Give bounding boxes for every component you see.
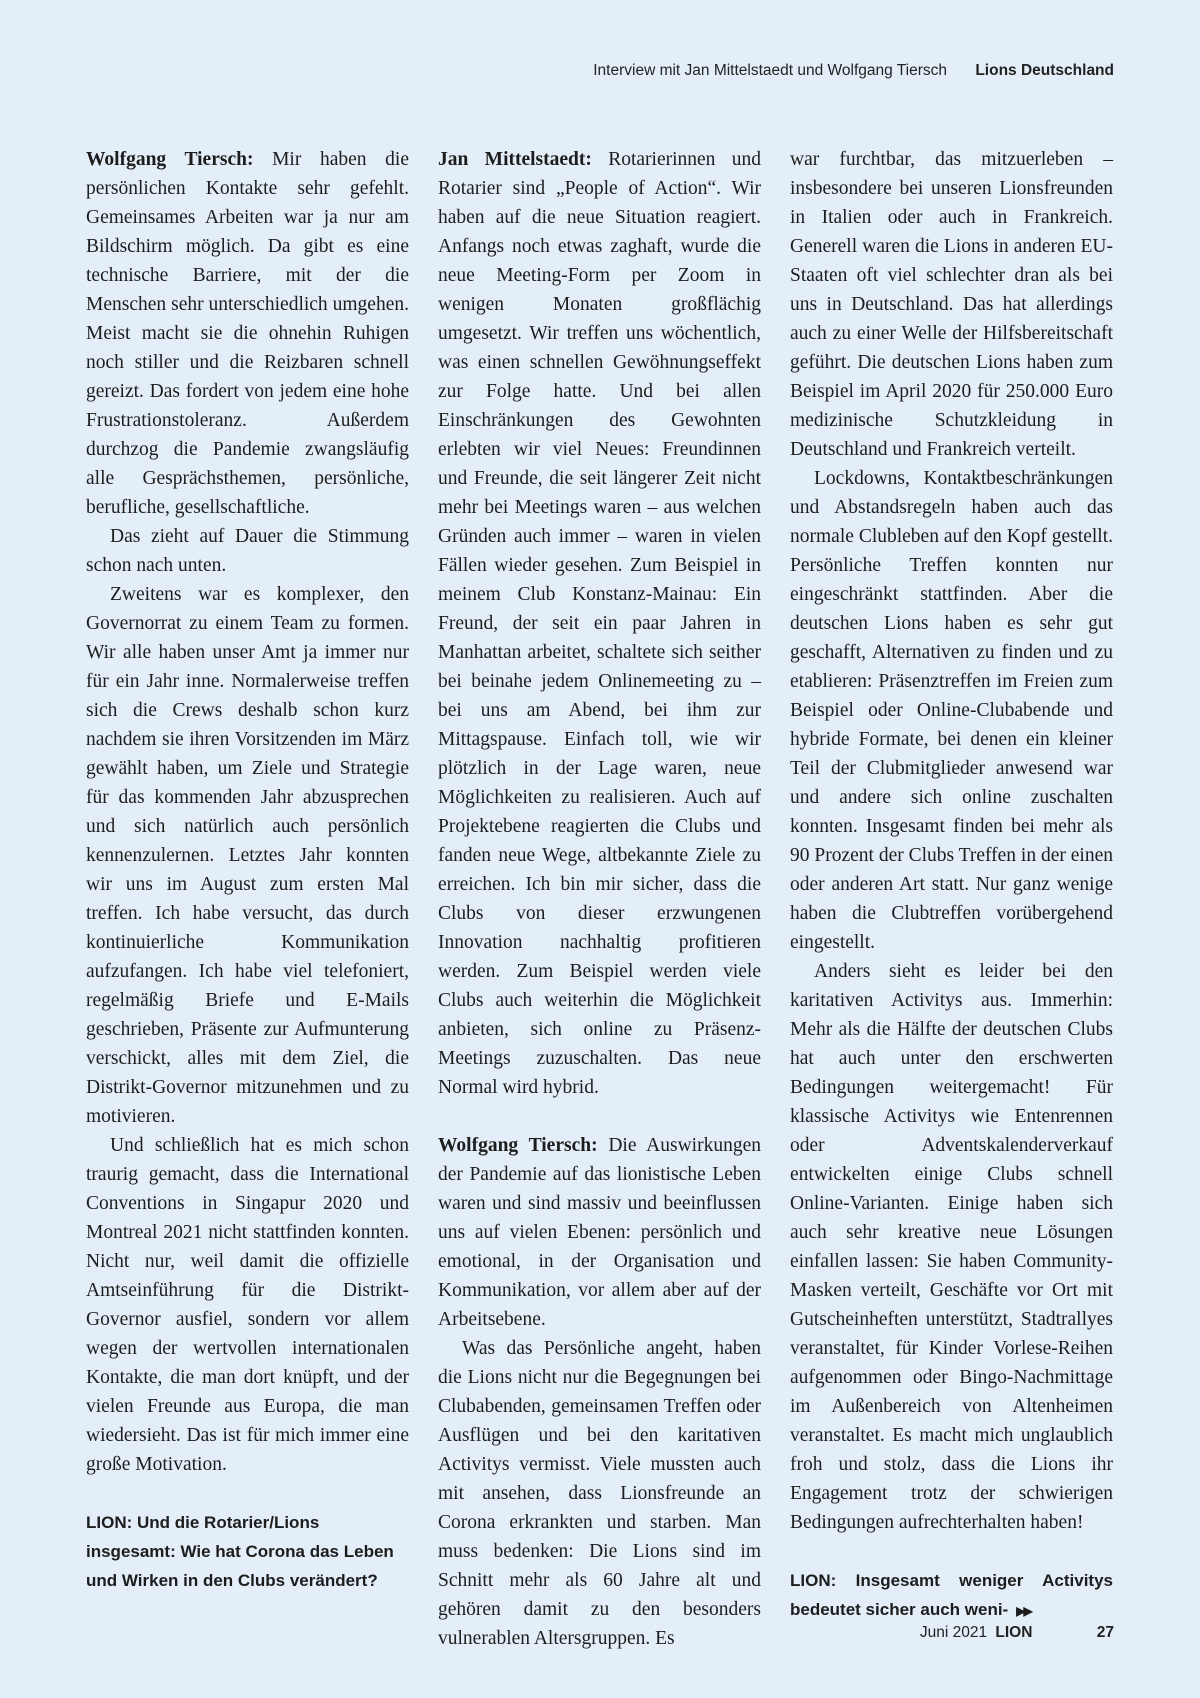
- answer-text: Mir haben die persönlichen Kontakte sehr gefehlt. Gemeinsames Arbeiten war ja nur am Bildschirm möglich. Da gibt es eine technische Barriere, mit der die Menschen sehr unterschiedlich umgehen. Meist macht sie die ohnehin Ruhigen noch stiller und die Reizbaren schnell gereizt. Das fordert von jedem eine hohe Frustrationstoleranz. Außerdem durchzog die Pandemie zwangsläufig alle Gesprächsthemen, persönliche, berufliche, gesellschaftliche.: [86, 149, 409, 518]
- answer-text: Die Auswirkungen der Pandemie auf das lionistische Leben waren und sind massiv und beeinflussen uns auf vielen Ebenen: persönlich und emotional, in der Organisation und Kommunikation, vor allem aber auf der Arbeitsebene.: [438, 1135, 761, 1330]
- paragraph: [86, 145, 409, 522]
- text-column-3: [790, 145, 1113, 1626]
- running-head-brand: Lions Deutschland: [975, 62, 1114, 79]
- paragraph: war furchtbar, das mitzuerleben – insbesondere bei unseren Lionsfreunden in Italien oder auch in Frankreich. Generell waren die Lions in anderen EU-Staaten oft viel schlechter dran als bei uns in Deutschland. Das hat allerdings auch zu einer Welle der Hilfsbereitschaft geführt. Die deutschen Lions haben zum Beispiel im April 2020 für 250.000 Euro medizinische Schutzkleidung in Deutschland und Frankreich verteilt.: [790, 149, 1113, 460]
- paragraph: [438, 145, 761, 1102]
- answer-text: Rotarierinnen und Rotarier sind „People of Action“. Wir haben auf die neue Situation reagiert. Anfangs noch etwas zaghaft, wurde die neue Meeting-Form per Zoom in wenigen Monaten großflächig umgesetzt. Wir treffen uns wöchentlich, was einen schnellen Gewöhnungseffekt zur Folge hatte. Und bei allen Einschränkungen des Gewohnten erlebten wir viel Neues: Freundinnen und Freunde, die seit längerer Zeit nicht mehr bei Meetings waren – aus welchen Gründen auch immer – waren in vielen Fällen wieder gesehen. Zum Beispiel in meinem Club Konstanz-Mainau: Ein Freund, der seit ein paar Jahren in Manhattan arbeitet, schaltete sich seither bei beinahe jedem Onlinemeeting zu – bei uns am Abend, bei ihm zur Mittagspause. Einfach toll, wie wir plötzlich in der Lage waren, neue Möglichkeiten zu realisieren. Auch auf Projektebene reagierten die Clubs und fanden neue Wege, altbekannte Ziele zu erreichen. Ich bin mir sicher, dass die Clubs von dieser erzwungenen Innovation nachhaltig profitieren werden. Zum Beispiel werden viele Clubs auch weiterhin die Möglichkeit anbieten, sich online zu Präsenz-Meetings zuzuschalten. Das neue Normal wird hybrid.: [438, 149, 761, 1098]
- running-head: [593, 62, 1114, 80]
- text-column-1: [86, 145, 409, 1595]
- interview-question: LION: Und die Rotarier/Lions insgesamt: Wie hat Corona das Leben und Wirken in den Clubs verändert?: [86, 1513, 394, 1590]
- paragraph: Was das Persönliche angeht, haben die Lions nicht nur die Begegnungen bei Clubabenden, gemeinsamen Treffen oder Ausflügen und bei den karitativen Activitys vermisst. Viele mussten auch mit ansehen, dass Lionsfreunde an Corona erkrankten und starben. Man muss bedenken: Die Lions sind im Schnitt mehr als 60 Jahre alt und gehören damit zu den besonders vulnerablen Altersgruppen. Es: [438, 1338, 761, 1649]
- paragraph: Anders sieht es leider bei den karitativen Activitys aus. Immerhin: Mehr als die Hälfte der deutschen Clubs hat auch unter den erschwerten Bedingungen weitergemacht! Für klassische Activitys wie Entenrennen oder Adventskalenderverkauf entwickelten einige Clubs schnell Online-Varianten. Einige haben sich auch sehr kreative neue Lösungen einfallen lassen: Sie haben Community-Masken verteilt, Geschäfte vor Ort mit Gutscheinheften unterstützt, Stadtrallyes veranstaltet, für Kinder Vorlese-Reihen aufgenommen oder Bingo-Nachmittage im Außenbereich von Altenheimen veranstaltet. Es macht mich unglaublich froh und stolz, dass die Lions ihr Engagement trotz der schwierigen Bedingungen aufrechterhalten haben!: [790, 961, 1113, 1533]
- text-column-2: [438, 145, 761, 1653]
- paragraph: Das zieht auf Dauer die Stimmung schon nach unten.: [86, 526, 409, 576]
- continue-arrow-icon: ▶▶: [1016, 1604, 1031, 1618]
- paragraph: Zweitens war es komplexer, den Governorrat zu einem Team zu formen. Wir alle haben unser Amt ja immer nur für ein Jahr inne. Normalerweise treffen sich die Crews deshalb schon kurz nachdem sie ihren Vorsitzenden im März gewählt haben, um Ziele und Strategie für das kommenden Jahr abzusprechen und sich natürlich auch persönlich kennenzulernen. Letztes Jahr konnten wir uns im August zum ersten Mal treffen. Ich habe versucht, das durch kontinuierliche Kommunikation aufzufangen. Ich habe viel telefoniert, regelmäßig Briefe und E-Mails geschrieben, Präsente zur Aufmunterung verschickt, alles mit dem Ziel, die Distrikt-Governor mitzunehmen und zu motivieren.: [86, 584, 409, 1127]
- running-head-topic: Interview mit Jan Mittelstaedt und Wolfgang Tiersch: [593, 62, 948, 79]
- paragraph: [438, 1131, 761, 1334]
- page-footer: [920, 1624, 1114, 1642]
- speaker-label: Jan Mittelstaedt:: [438, 149, 592, 170]
- speaker-label: Wolfgang Tiersch:: [86, 149, 254, 170]
- paragraph: Lockdowns, Kontaktbeschränkungen und Abstandsregeln haben auch das normale Clubleben auf den Kopf gestellt. Persönliche Treffen konnten nur eingeschränkt stattfinden. Aber die deutschen Lions haben es sehr gut geschafft, Alternativen zu finden und zu etablieren: Präsenztreffen im Freien zum Beispiel oder Online-Clubabende und hybride Formate, bei denen ein kleiner Teil der Clubmitglieder anwesend war und andere sich online zuschalten konnten. Insgesamt finden bei mehr als 90 Prozent der Clubs Treffen in der einen oder anderen Art statt. Nur ganz wenige haben die Clubtreffen vorübergehend eingestellt.: [790, 468, 1113, 953]
- page-number: 27: [1096, 1624, 1114, 1641]
- paragraph: Und schließlich hat es mich schon traurig gemacht, dass die International Conventions in Singapur 2020 und Montreal 2021 nicht stattfinden konnten. Nicht nur, weil damit die offizielle Amtseinführung für die Distrikt-Governor ausfiel, sondern vor allem wegen der wertvollen internationalen Kontakte, die man dort knüpft, und der vielen Freunde aus Europa, die man wiedersieht. Das ist für mich immer eine große Motivation.: [86, 1135, 409, 1475]
- speaker-label: Wolfgang Tiersch:: [438, 1135, 598, 1156]
- issue-date: Juni 2021: [919, 1624, 988, 1641]
- interview-question: [790, 1566, 1113, 1626]
- question-text: LION: Insgesamt weniger Activitys bedeutet sicher auch weni-: [790, 1571, 1113, 1619]
- magazine-name: LION: [995, 1624, 1033, 1641]
